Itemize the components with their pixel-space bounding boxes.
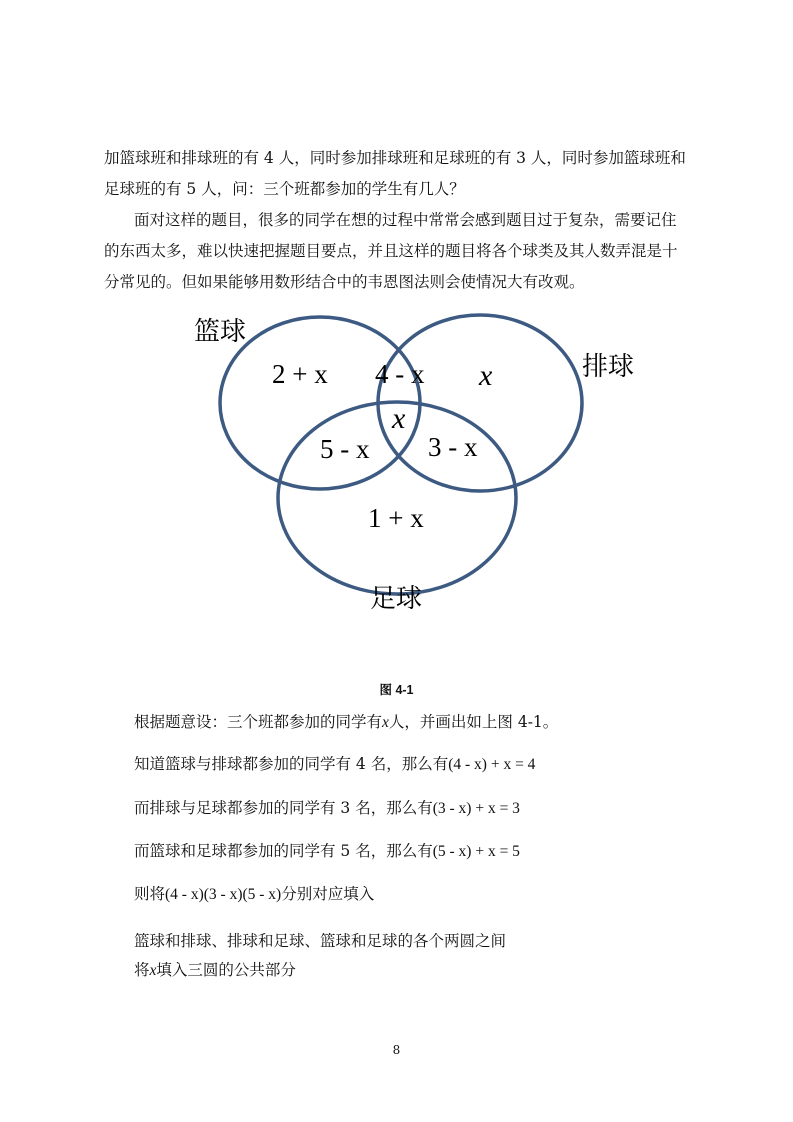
region-volleyball-only: x — [479, 359, 493, 392]
region-volleyball-football: 3 - x — [428, 432, 478, 462]
body-line-1-text-end: 人，并画出如上图 4-1。 — [388, 713, 559, 731]
paragraph-1-line-2: 足球班的有 5 人，问：三个班都参加的学生有几人？ — [104, 180, 465, 198]
paragraph-1-line-1: 加篮球班和排球班的有 4 人，同时参加排球班和足球班的有 3 人，同时参加篮球班和 — [104, 149, 686, 167]
body-line-4-text: 而篮球和足球都参加的同学有 5 名，那么有 — [134, 842, 433, 860]
figure-caption: 图 4-1 — [379, 683, 414, 697]
region-football-only: 1 + x — [368, 503, 424, 533]
body-line-3-text: 而排球与足球都参加的同学有 3 名，那么有 — [134, 799, 433, 817]
region-basketball-football: 5 - x — [320, 434, 370, 464]
body-line-5-equation: (4 - x)(3 - x)(5 - x) — [165, 886, 282, 903]
body-line-7 — [134, 958, 296, 980]
body-line-5-text: 则将 — [134, 885, 166, 903]
body-line-2 — [134, 752, 535, 774]
body-line-7-var: x — [149, 962, 157, 979]
body-line-5 — [134, 882, 374, 904]
region-basketball-only: 2 + x — [272, 359, 328, 389]
football-label: 足球 — [370, 584, 423, 614]
paragraph-2-line-3: 分常见的。但如果能够用数形结合中的韦恩图法则会使情况大有改观。 — [104, 273, 585, 291]
paragraph-2-line-1: 面对这样的题目，很多的同学在想的过程中常常会感到题目过于复杂，需要记住 — [134, 211, 677, 229]
body-line-3-equation: (3 - x) + x = 3 — [432, 800, 520, 817]
body-line-1-var: x — [382, 714, 389, 731]
body-line-1-text: 根据题意设：三个班都参加的同学有 — [134, 713, 383, 731]
venn-diagram — [180, 300, 640, 620]
body-line-5-text-end: 分别对应填入 — [281, 885, 375, 903]
body-line-7-text: 将 — [134, 961, 150, 979]
body-line-3 — [134, 796, 520, 818]
body-line-4 — [134, 839, 520, 861]
region-center: x — [392, 402, 406, 435]
body-line-1 — [134, 710, 558, 732]
page-number: 8 — [392, 1043, 401, 1057]
body-line-4-equation: (5 - x) + x = 5 — [432, 843, 520, 860]
body-line-6: 篮球和排球、排球和足球、篮球和足球的各个两圆之间 — [134, 932, 507, 950]
volleyball-label: 排球 — [582, 352, 635, 382]
basketball-label: 篮球 — [194, 317, 247, 347]
body-line-7-text-end: 填入三圆的公共部分 — [156, 961, 296, 979]
body-line-2-text: 知道篮球与排球都参加的同学有 4 名，那么有 — [134, 755, 449, 773]
paragraph-2-line-2: 的东西太多，难以快速把握题目要点，并且这样的题目将各个球类及其人数弄混是十 — [104, 242, 678, 260]
body-line-2-equation: (4 - x) + x = 4 — [448, 756, 536, 773]
region-basketball-volleyball: 4 - x — [375, 359, 425, 389]
